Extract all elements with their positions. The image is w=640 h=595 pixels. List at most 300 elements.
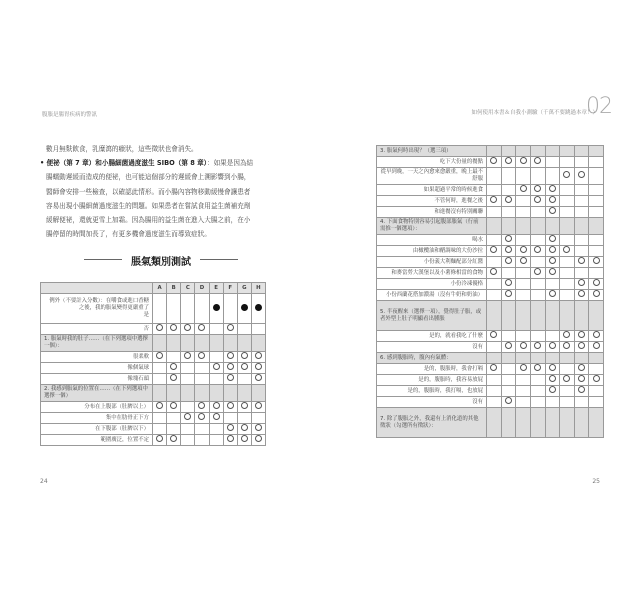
answer-cell: [209, 424, 223, 435]
answer-cell: [574, 397, 589, 408]
option-row: [377, 375, 604, 386]
answer-cell: [545, 342, 560, 353]
circle-icon: [213, 402, 220, 409]
answer-cell: [223, 435, 237, 446]
answer-cell: [251, 385, 265, 402]
answer-cell: [195, 294, 209, 324]
circle-icon: [505, 342, 512, 349]
circle-icon: [549, 386, 556, 393]
option-label: 很柔軟: [41, 352, 153, 363]
answer-cell: [223, 413, 237, 424]
body-text: [40, 142, 268, 241]
answer-cell: [560, 386, 575, 397]
answer-cell: [487, 146, 502, 157]
answer-cell: [560, 375, 575, 386]
answer-cell: [516, 397, 531, 408]
answer-cell: [487, 364, 502, 375]
circle-icon: [227, 324, 234, 331]
answer-cell: [516, 168, 531, 185]
circle-icon: [549, 207, 556, 214]
circle-icon: [490, 246, 497, 253]
answer-cell: [487, 386, 502, 397]
circle-icon: [241, 435, 248, 442]
answer-cell: [516, 279, 531, 290]
answer-cell: [560, 268, 575, 279]
option-label: 是的，腹脹時，我打嗝，也放屁: [377, 386, 487, 397]
circle-icon: [505, 290, 512, 297]
answer-cell: [574, 168, 589, 185]
section-row: [377, 218, 604, 235]
circle-icon: [198, 413, 205, 420]
answer-cell: [589, 246, 604, 257]
circle-icon: [520, 157, 527, 164]
answer-cell: [501, 168, 516, 185]
section-row: [41, 335, 266, 352]
answer-cell: [574, 386, 589, 397]
answer-cell: [237, 402, 251, 413]
running-head: 腹脹是腸胃疾病的警訊: [42, 112, 98, 118]
answer-cell: [560, 185, 575, 196]
answer-cell: [501, 342, 516, 353]
column-header: A: [153, 283, 167, 294]
answer-cell: [209, 363, 223, 374]
paragraph-line: ：如果是因為結: [206, 159, 254, 168]
circle-icon: [505, 279, 512, 286]
answer-cell: [487, 196, 502, 207]
section-row: [377, 146, 604, 157]
answer-cell: [545, 408, 560, 438]
circle-icon: [578, 279, 585, 286]
answer-cell: [487, 257, 502, 268]
circle-icon: [156, 352, 163, 359]
answer-cell: [153, 435, 167, 446]
answer-cell: [545, 185, 560, 196]
answer-cell: [237, 352, 251, 363]
circle-icon: [578, 331, 585, 338]
answer-cell: [251, 374, 265, 385]
answer-cell: [589, 301, 604, 331]
answer-cell: [589, 207, 604, 218]
answer-cell: [501, 207, 516, 218]
answer-cell: [181, 435, 195, 446]
circle-icon: [170, 435, 177, 442]
answer-cell: [516, 196, 531, 207]
answer-cell: [560, 218, 575, 235]
option-row: [41, 424, 266, 435]
option-row: [377, 196, 604, 207]
circle-icon: [490, 268, 497, 275]
answer-cell: [560, 257, 575, 268]
circle-icon: [534, 364, 541, 371]
circle-icon: [593, 375, 600, 382]
option-label: 在下腹部（肚臍以下）: [41, 424, 153, 435]
option-row: [377, 364, 604, 375]
circle-icon: [520, 185, 527, 192]
answer-cell: [574, 196, 589, 207]
circle-icon: [520, 342, 527, 349]
answer-cell: [251, 294, 265, 324]
answer-cell: [545, 301, 560, 331]
circle-icon: [255, 402, 262, 409]
circle-icon: [255, 374, 262, 381]
circle-icon: [578, 290, 585, 297]
answer-cell: [501, 364, 516, 375]
answer-cell: [153, 374, 167, 385]
answer-cell: [516, 185, 531, 196]
circle-icon: [593, 279, 600, 286]
circle-icon: [593, 257, 600, 264]
answer-cell: [167, 352, 181, 363]
section-row: [377, 301, 604, 331]
answer-cell: [530, 146, 545, 157]
answer-cell: [574, 246, 589, 257]
answer-cell: [181, 385, 195, 402]
running-head: 如何使用本書＆自我小測驗（千萬不要跳過本章！）: [471, 110, 598, 116]
circle-icon: [170, 363, 177, 370]
quiz-table-right: [376, 145, 604, 438]
answer-cell: [589, 342, 604, 353]
answer-cell: [251, 324, 265, 335]
answer-cell: [560, 301, 575, 331]
option-label: 小份西蘭花搭加濃湯（沒有牛奶和奶油）: [377, 290, 487, 301]
circle-icon: [255, 363, 262, 370]
circle-icon: [578, 386, 585, 393]
circle-icon: [241, 402, 248, 409]
page-number: 25: [592, 478, 600, 485]
column-header: F: [223, 283, 237, 294]
answer-cell: [237, 363, 251, 374]
answer-cell: [589, 353, 604, 364]
circle-icon: [534, 196, 541, 203]
answer-cell: [574, 218, 589, 235]
answer-cell: [530, 168, 545, 185]
answer-cell: [574, 301, 589, 331]
answer-cell: [589, 235, 604, 246]
option-label: 吃下大份量的餐點: [377, 157, 487, 168]
answer-cell: [195, 385, 209, 402]
option-row: [377, 257, 604, 268]
answer-cell: [181, 352, 195, 363]
answer-cell: [545, 246, 560, 257]
answer-cell: [545, 218, 560, 235]
option-row: [377, 168, 604, 185]
circle-icon: [156, 435, 163, 442]
answer-cell: [545, 268, 560, 279]
answer-cell: [574, 279, 589, 290]
answer-cell: [530, 290, 545, 301]
filled-dot-icon: [213, 304, 220, 311]
option-label: 是的，腹脹時，我會打嗝: [377, 364, 487, 375]
answer-cell: [181, 324, 195, 335]
option-row: [377, 157, 604, 168]
answer-cell: [209, 324, 223, 335]
circle-icon: [549, 235, 556, 242]
paragraph-line: 腸蠕動遲緩而造成的便祕，也可能這個部分的遲緩會上溯影響到小腸，: [46, 173, 251, 182]
answer-cell: [501, 157, 516, 168]
option-row: [41, 324, 266, 335]
answer-cell: [530, 207, 545, 218]
circle-icon: [184, 413, 191, 420]
answer-cell: [487, 246, 502, 257]
answer-cell: [487, 218, 502, 235]
quiz-table-left: [40, 282, 266, 446]
filled-dot-icon: [255, 304, 262, 311]
option-row: [377, 342, 604, 353]
answer-cell: [589, 185, 604, 196]
option-row: [377, 246, 604, 257]
answer-cell: [223, 402, 237, 413]
answer-cell: [560, 408, 575, 438]
option-row: [377, 235, 604, 246]
answer-cell: [501, 290, 516, 301]
option-row: [377, 386, 604, 397]
column-header: E: [209, 283, 223, 294]
answer-cell: [516, 408, 531, 438]
circle-icon: [505, 397, 512, 404]
option-row: [377, 397, 604, 408]
answer-cell: [237, 385, 251, 402]
circle-icon: [578, 375, 585, 382]
answer-cell: [560, 235, 575, 246]
option-row: [41, 294, 266, 324]
answer-cell: [167, 413, 181, 424]
circle-icon: [534, 246, 541, 253]
answer-cell: [487, 375, 502, 386]
answer-cell: [237, 374, 251, 385]
answer-cell: [237, 424, 251, 435]
option-label: 從早到晚，一天之內愈來愈嚴重，晚上最不舒服: [377, 168, 487, 185]
paragraph-line: 數月無麩飲食，乳糜瀉的癥狀，這些徵狀也會消失。: [46, 145, 198, 153]
answer-cell: [589, 386, 604, 397]
answer-cell: [501, 218, 516, 235]
answer-cell: [501, 331, 516, 342]
answer-cell: [195, 324, 209, 335]
paragraph-line: 容易出現小腸細菌過度滋生的問題。如果患者在嘗試食用益生菌補充劑: [46, 201, 251, 210]
option-label: 例外（不要計入分數）：在嚼食或進口香糖之後，我的脹氣變得更嚴重了 是: [41, 294, 153, 324]
answer-cell: [501, 235, 516, 246]
circle-icon: [549, 364, 556, 371]
answer-cell: [251, 413, 265, 424]
answer-cell: [589, 397, 604, 408]
circle-icon: [534, 185, 541, 192]
circle-icon: [227, 424, 234, 431]
circle-icon: [563, 171, 570, 178]
option-label: 由橄欖油和醋調味的大份沙拉: [377, 246, 487, 257]
circle-icon: [170, 374, 177, 381]
circle-icon: [241, 352, 248, 359]
answer-cell: [530, 331, 545, 342]
answer-cell: [209, 413, 223, 424]
answer-cell: [530, 246, 545, 257]
option-label: 如果超過平常的時候進食: [377, 185, 487, 196]
answer-cell: [545, 364, 560, 375]
answer-cell: [545, 331, 560, 342]
answer-cell: [560, 157, 575, 168]
answer-cell: [195, 435, 209, 446]
option-label: 像塊石頭: [41, 374, 153, 385]
paragraph-line: 腸停留的時間加長了，有更多機會過度滋生而導致症狀。: [46, 230, 211, 239]
filled-dot-icon: [241, 304, 248, 311]
answer-cell: [487, 342, 502, 353]
column-header: D: [195, 283, 209, 294]
option-label: 集中在肋骨正下方: [41, 413, 153, 424]
answer-cell: [153, 385, 167, 402]
answer-cell: [195, 374, 209, 385]
answer-cell: [530, 397, 545, 408]
answer-cell: [560, 290, 575, 301]
page-number: 24: [40, 478, 48, 485]
answer-cell: [560, 397, 575, 408]
answer-cell: [487, 408, 502, 438]
answer-cell: [530, 408, 545, 438]
answer-cell: [589, 290, 604, 301]
option-label: 範圍廣泛，位置不定: [41, 435, 153, 446]
answer-cell: [501, 246, 516, 257]
answer-cell: [530, 218, 545, 235]
answer-cell: [530, 301, 545, 331]
answer-cell: [530, 157, 545, 168]
circle-icon: [505, 196, 512, 203]
answer-cell: [251, 402, 265, 413]
answer-cell: [501, 397, 516, 408]
answer-cell: [530, 375, 545, 386]
answer-cell: [223, 324, 237, 335]
circle-icon: [520, 257, 527, 264]
answer-cell: [530, 185, 545, 196]
answer-cell: [501, 386, 516, 397]
option-row: [377, 207, 604, 218]
section-question: 2. 我感到脹氣的位置在……（在下列選項中選擇一個）: [41, 385, 153, 402]
answer-cell: [181, 413, 195, 424]
section-row: [41, 385, 266, 402]
answer-cell: [530, 268, 545, 279]
answer-cell: [153, 352, 167, 363]
option-row: [377, 290, 604, 301]
answer-cell: [501, 257, 516, 268]
answer-cell: [167, 385, 181, 402]
column-header: G: [237, 283, 251, 294]
answer-cell: [545, 146, 560, 157]
option-label: 沒有: [377, 342, 487, 353]
circle-icon: [578, 257, 585, 264]
answer-cell: [209, 335, 223, 352]
circle-icon: [549, 268, 556, 275]
option-row: [377, 279, 604, 290]
circle-icon: [534, 268, 541, 275]
answer-cell: [560, 146, 575, 157]
answer-cell: [545, 353, 560, 364]
answer-cell: [209, 294, 223, 324]
answer-cell: [574, 207, 589, 218]
circle-icon: [227, 363, 234, 370]
answer-cell: [516, 235, 531, 246]
answer-cell: [589, 157, 604, 168]
answer-cell: [487, 207, 502, 218]
circle-icon: [505, 157, 512, 164]
answer-cell: [589, 331, 604, 342]
answer-cell: [181, 363, 195, 374]
option-row: [377, 185, 604, 196]
option-label: 喝水: [377, 235, 487, 246]
answer-cell: [560, 364, 575, 375]
circle-icon: [520, 364, 527, 371]
answer-cell: [501, 375, 516, 386]
answer-cell: [209, 385, 223, 402]
circle-icon: [549, 375, 556, 382]
option-label: 分布在上腹部（肚臍以上）: [41, 402, 153, 413]
circle-icon: [255, 352, 262, 359]
circle-icon: [563, 375, 570, 382]
section-question: 3. 脹氣何時出現？（選三項）: [377, 146, 487, 157]
answer-cell: [501, 301, 516, 331]
circle-icon: [490, 364, 497, 371]
answer-cell: [516, 257, 531, 268]
circle-icon: [490, 157, 497, 164]
answer-cell: [516, 157, 531, 168]
answer-cell: [223, 352, 237, 363]
option-row: [377, 268, 604, 279]
answer-cell: [195, 363, 209, 374]
answer-cell: [223, 294, 237, 324]
option-label: 小份冷凍優格: [377, 279, 487, 290]
answer-cell: [487, 185, 502, 196]
option-label: 沒有: [377, 397, 487, 408]
answer-cell: [167, 335, 181, 352]
answer-cell: [251, 335, 265, 352]
answer-cell: [487, 290, 502, 301]
circle-icon: [549, 257, 556, 264]
answer-cell: [516, 218, 531, 235]
answer-cell: [560, 331, 575, 342]
answer-cell: [251, 424, 265, 435]
answer-cell: [209, 374, 223, 385]
answer-cell: [153, 413, 167, 424]
answer-cell: [195, 424, 209, 435]
answer-cell: [167, 374, 181, 385]
option-label: 和麥當勞大漢堡以及小薯條相當的食物: [377, 268, 487, 279]
circle-icon: [534, 157, 541, 164]
circle-icon: [549, 246, 556, 253]
option-row: [41, 363, 266, 374]
circle-icon: [505, 246, 512, 253]
paragraph-line: 醫師會安排一些檢查，以確認此情形。而小腸內容物移動緩慢會讓患者: [46, 187, 251, 196]
option-row: [41, 374, 266, 385]
answer-cell: [560, 342, 575, 353]
answer-cell: [237, 324, 251, 335]
circle-icon: [490, 331, 497, 338]
section-question: 6. 感到腹脹時，腹內有氣體：: [377, 353, 487, 364]
answer-cell: [501, 185, 516, 196]
answer-cell: [223, 424, 237, 435]
answer-cell: [487, 157, 502, 168]
answer-cell: [574, 146, 589, 157]
answer-cell: [181, 294, 195, 324]
answer-cell: [167, 435, 181, 446]
answer-cell: [501, 146, 516, 157]
answer-cell: [516, 268, 531, 279]
circle-icon: [255, 424, 262, 431]
answer-cell: [209, 402, 223, 413]
answer-cell: [589, 146, 604, 157]
answer-cell: [589, 268, 604, 279]
answer-cell: [487, 301, 502, 331]
answer-cell: [560, 168, 575, 185]
answer-cell: [545, 168, 560, 185]
circle-icon: [549, 342, 556, 349]
answer-cell: [560, 246, 575, 257]
section-question: 1. 脹氣時我的肚子……（在下列選項中選擇一個）：: [41, 335, 153, 352]
bullet-heading: • 便祕（第 7 章）和小腸細菌過度滋生 SIBO（第 8 章）: [40, 159, 207, 168]
